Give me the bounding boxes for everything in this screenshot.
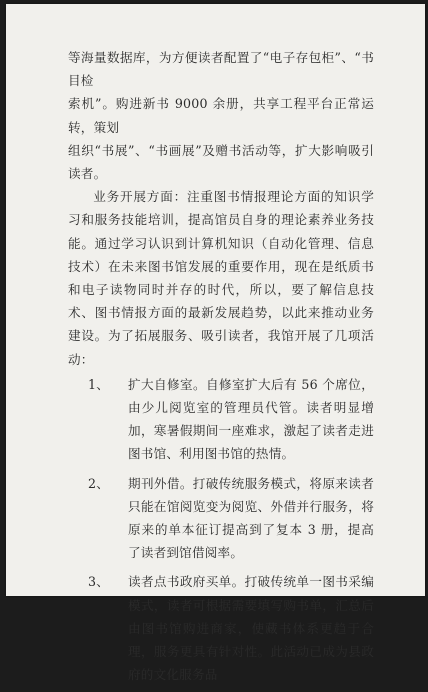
paragraph-line-1: 等海量数据库，为方便读者配置了“电子存包柜”、“书目检 bbox=[68, 50, 374, 89]
list-item-number: 3、 bbox=[88, 574, 110, 590]
list-item bbox=[68, 472, 374, 565]
list-item-number: 2、 bbox=[88, 475, 110, 491]
paragraph-line-3: 组织“书展”、“书画展”及赠书活动等，扩大影响吸引读者。 bbox=[68, 142, 374, 182]
list-item-number: 1、 bbox=[88, 376, 110, 392]
list-item bbox=[68, 570, 374, 686]
document-body bbox=[68, 46, 374, 692]
paragraph-line-2: 索机”。购进新书 9000 余册，共享工程平台正常运转，策划 bbox=[68, 96, 374, 135]
paragraph-business: 业务开展方面：注重图书情报理论方面的知识学习和服务技能培训，提高馆员自身的理论素养业务技能。通过学习认识到计算机知识（自动化管理、信息技术）在未来图书馆发展的重要作用，现在是纸质书和电子读物同时并存的时代，所以，要了解信息技术、图书情报方面的最新发展趋势，以此来推动业务建设。为了拓展服务、吸引读者，我馆开展了几项活动： bbox=[68, 189, 374, 367]
list-item-text: 扩大自修室。自修室扩大后有 56 个席位，由少儿阅览室的管理员代管。读者明显增加，寒暑假期间一座难求，激起了读者走进图书馆、利用图书馆的热情。 bbox=[128, 376, 374, 462]
list-item-text: 读者点书政府买单。打破传统单一图书采编模式，读者可根据需要填写购书单，汇总后由图书馆购进商家，使藏书体系更趋于合理，服务更具有针对性。此活动已成为县政府的文化服务品 bbox=[128, 574, 374, 683]
document-page bbox=[6, 4, 425, 683]
list-item-text: 期刊外借。打破传统服务模式，将原来读者只能在馆阅览变为阅览、外借并行服务，将原来的单本征订提高到了复本 3 册，提高了读者到馆借阅率。 bbox=[128, 475, 374, 561]
list-item bbox=[68, 373, 374, 466]
